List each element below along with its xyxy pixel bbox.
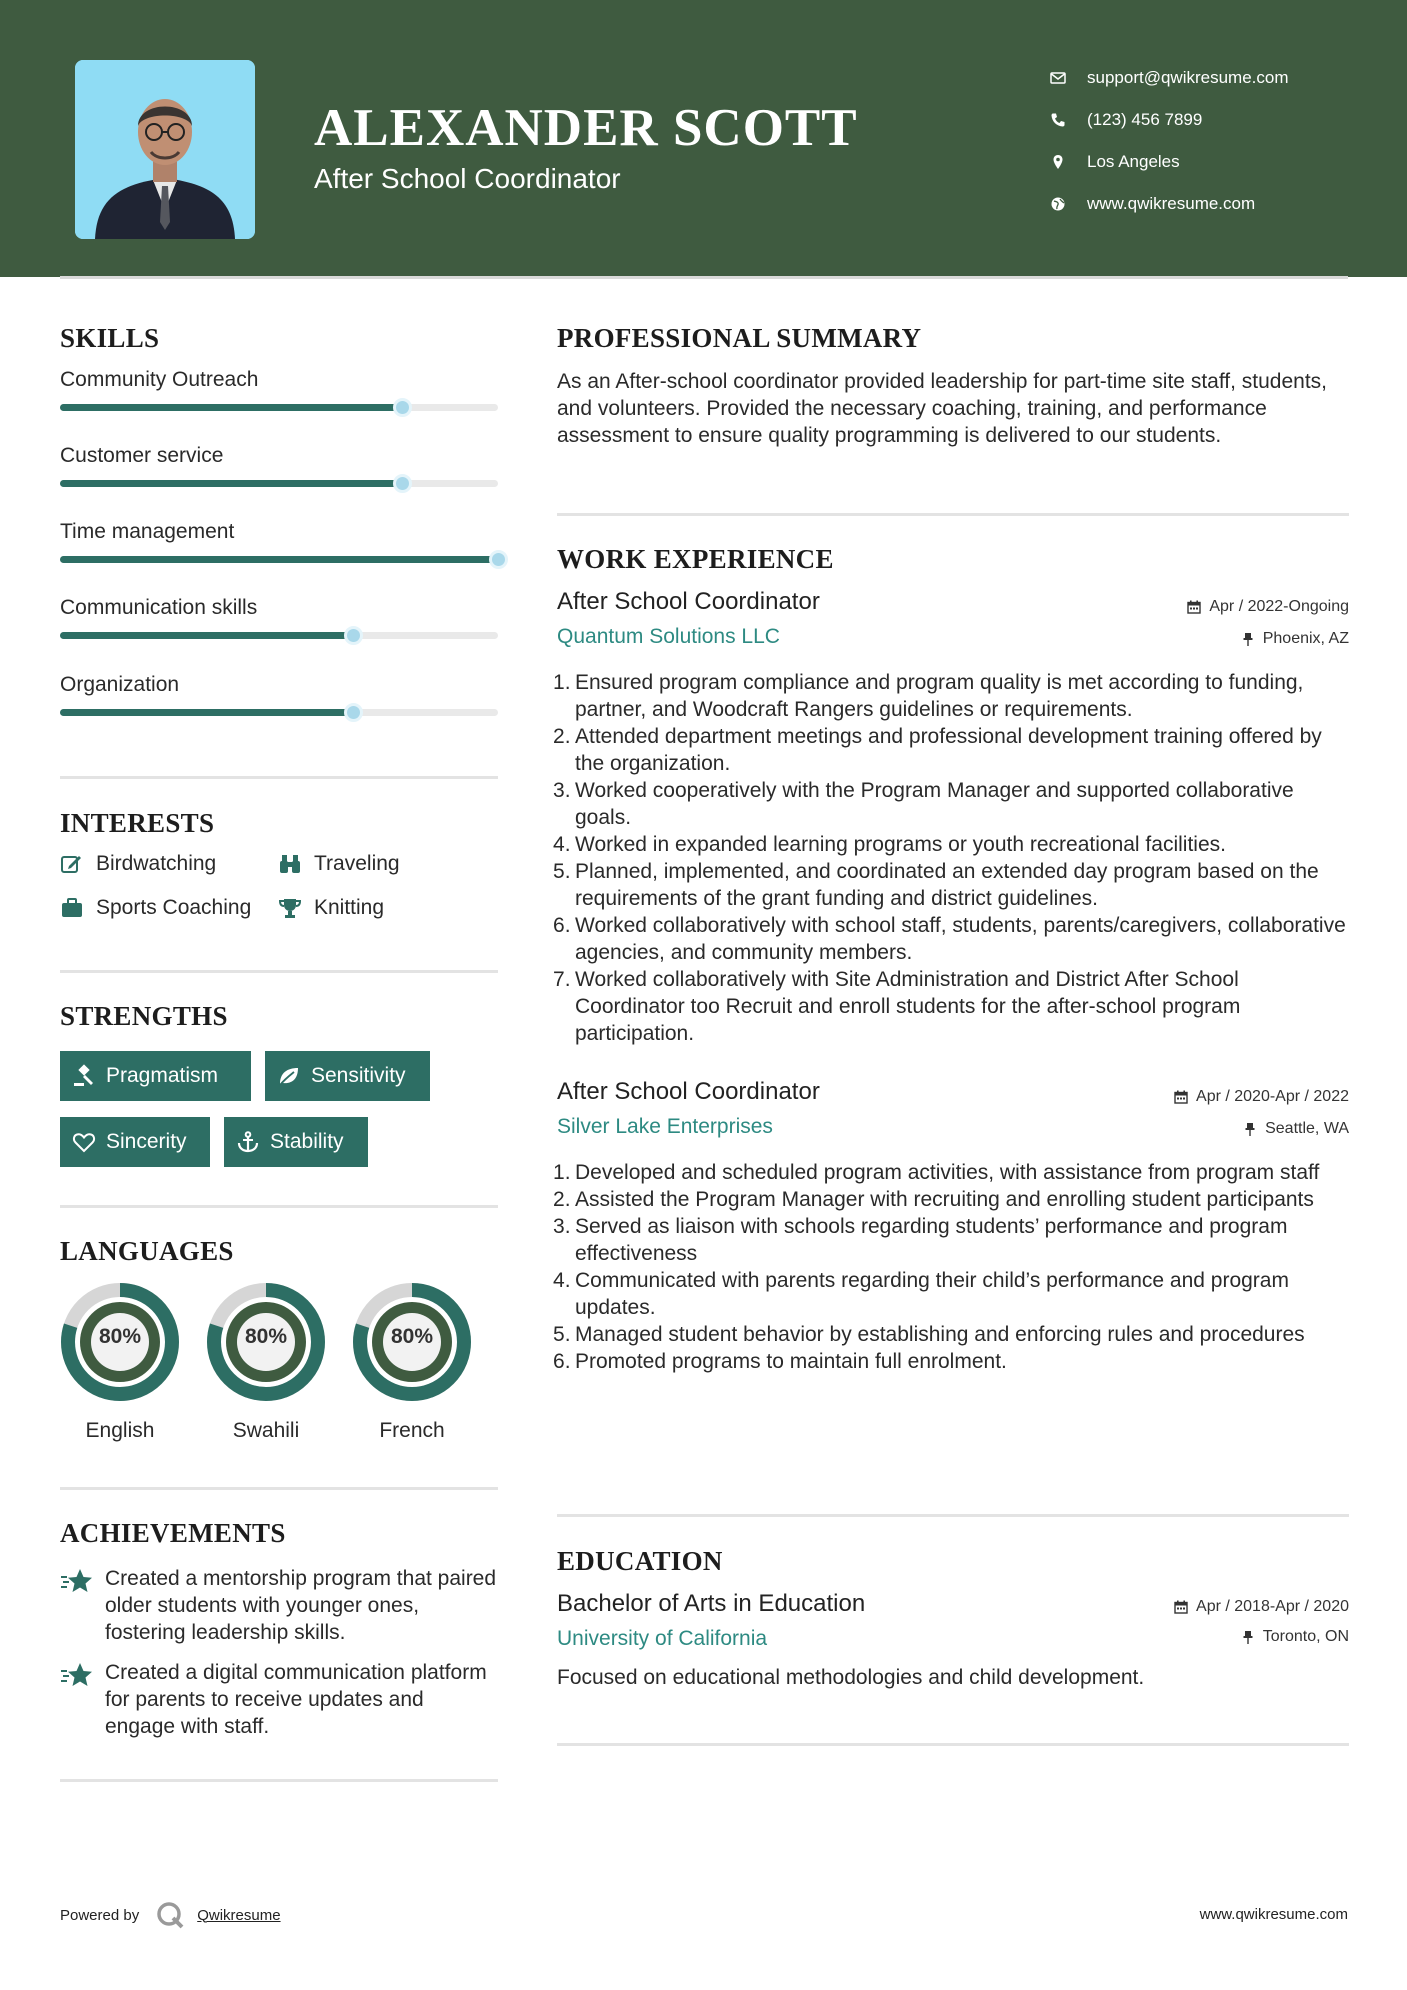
strength-tag	[60, 1051, 251, 1101]
interest-item	[278, 852, 400, 876]
phone-icon	[1050, 112, 1066, 128]
contact-email-text: support@qwikresume.com	[1087, 68, 1289, 87]
brand-link[interactable]: Qwikresume	[197, 1906, 281, 1924]
skill-bar-knob	[489, 550, 508, 569]
job-duty: Planned, implemented, and coordinated an extended day program based on the requirements of the grant funding and district guidelines.	[575, 860, 1319, 910]
skill-bar-fill	[60, 480, 402, 487]
interest-item	[60, 852, 216, 876]
skill-bar-knob	[344, 626, 363, 645]
summary-heading: PROFESSIONAL SUMMARY	[557, 323, 922, 353]
briefcase-icon	[60, 896, 84, 920]
job-duties-list	[557, 669, 1349, 1047]
contact-phone[interactable]	[1050, 99, 1289, 141]
job-duty: Worked cooperatively with the Program Manager and supported collaborative goals.	[575, 779, 1294, 829]
calendar-icon	[1187, 600, 1201, 614]
skill-bar-knob	[344, 703, 363, 722]
job-header	[557, 1078, 1349, 1138]
job-dates	[1187, 598, 1349, 616]
section-divider	[60, 970, 498, 973]
job-duty: Worked in expanded learning programs or youth recreational facilities.	[575, 833, 1226, 856]
achievement-item	[60, 1659, 498, 1740]
job-location	[1243, 1120, 1349, 1138]
education-degree: Bachelor of Arts in Education	[557, 1590, 866, 1617]
section-divider	[60, 1779, 498, 1782]
strength-label: Sincerity	[106, 1130, 187, 1153]
contact-list	[1050, 57, 1289, 225]
experience-heading: WORK EXPERIENCE	[557, 544, 834, 574]
interest-label: Knitting	[314, 896, 385, 919]
globe-icon	[1050, 196, 1066, 212]
job-company: Silver Lake Enterprises	[557, 1115, 773, 1138]
job-dates	[1174, 1088, 1349, 1106]
interest-item	[60, 896, 251, 920]
contact-location-text: Los Angeles	[1087, 152, 1180, 171]
section-divider	[60, 1487, 498, 1490]
section-divider	[557, 513, 1349, 516]
languages-heading: LANGUAGES	[60, 1236, 234, 1266]
job-duty: Ensured program compliance and program quality is met according to funding, partner, and Woodcraft Rangers guidelines or requirements.	[575, 671, 1304, 721]
skill-bar-fill	[60, 709, 353, 716]
education-heading: EDUCATION	[557, 1546, 723, 1576]
contact-phone-text: (123) 456 7899	[1087, 110, 1203, 129]
skill-item	[60, 444, 498, 468]
language-name: English	[85, 1419, 155, 1442]
skill-item	[60, 596, 498, 620]
strength-label: Pragmatism	[106, 1064, 219, 1087]
education-dates-text: Apr / 2018-Apr / 2020	[1196, 1598, 1349, 1615]
job-role: After School Coordinator	[557, 1078, 820, 1105]
interest-label: Traveling	[314, 852, 400, 875]
language-item	[351, 1281, 473, 1443]
job-duty: Assisted the Program Manager with recruiting and enrolling student participants	[575, 1188, 1314, 1211]
skill-label: Customer service	[60, 444, 224, 467]
job-dates-text: Apr / 2020-Apr / 2022	[1196, 1088, 1349, 1105]
contact-email[interactable]	[1050, 57, 1289, 99]
anchor-icon	[236, 1130, 260, 1154]
section-divider	[557, 1743, 1349, 1746]
education-location-text: Toronto, ON	[1262, 1628, 1349, 1645]
interest-label: Birdwatching	[96, 852, 217, 875]
map-marker-icon	[1050, 154, 1066, 170]
strength-tag	[60, 1117, 210, 1167]
skill-bar-fill	[60, 404, 402, 411]
job-duty: Promoted programs to maintain full enrolment.	[575, 1350, 1007, 1373]
calendar-icon	[1174, 1090, 1188, 1104]
job-role: After School Coordinator	[557, 588, 820, 615]
education-school: University of California	[557, 1627, 768, 1650]
heart-icon	[72, 1130, 96, 1154]
skill-bar-knob	[393, 474, 412, 493]
job-duty: Developed and scheduled program activities, with assistance from program staff	[575, 1161, 1320, 1184]
summary-text: As an After-school coordinator provided leadership for part-time site staff, students, and volunteers. Provided the necessary coaching, training, and performance assessment to ensure quality programming is delivered to our students.	[557, 370, 1328, 447]
language-item	[59, 1281, 181, 1443]
language-name: Swahili	[232, 1419, 300, 1442]
edit-icon	[60, 852, 84, 876]
interests-heading: INTERESTS	[60, 808, 215, 838]
section-divider	[60, 776, 498, 779]
strength-tag	[224, 1117, 368, 1167]
profile-photo-illustration	[75, 60, 255, 239]
strength-label: Stability	[270, 1130, 344, 1153]
contact-location	[1050, 141, 1289, 183]
skill-bar	[60, 556, 498, 563]
job-duty: Served as liaison with schools regarding students’ performance and program effectiveness	[575, 1215, 1288, 1265]
skill-label: Organization	[60, 673, 180, 696]
job-location	[1241, 630, 1349, 648]
strength-tag	[265, 1051, 430, 1101]
skill-bar	[60, 404, 498, 411]
achievement-text: Created a digital communication platform for parents to receive updates and engage with staff.	[105, 1661, 487, 1738]
interest-item	[278, 896, 384, 920]
language-item	[205, 1281, 327, 1443]
job-duty: Communicated with parents regarding their child’s performance and program updates.	[575, 1269, 1289, 1319]
contact-website-text: www.qwikresume.com	[1087, 194, 1256, 213]
contact-website[interactable]	[1050, 183, 1289, 225]
job-duty: Managed student behavior by establishing and enforcing rules and procedures	[575, 1323, 1305, 1346]
skill-item	[60, 368, 498, 392]
achievement-item	[60, 1565, 498, 1646]
star-icon	[60, 1661, 94, 1689]
footer-website[interactable]: www.qwikresume.com	[1199, 1906, 1348, 1923]
language-name: French	[379, 1419, 445, 1442]
skill-label: Communication skills	[60, 596, 258, 619]
job-dates-text: Apr / 2022-Ongoing	[1209, 598, 1349, 615]
skill-bar	[60, 709, 498, 716]
skill-bar-fill	[60, 556, 498, 563]
header-divider	[60, 276, 1348, 279]
skills-heading: SKILLS	[60, 323, 160, 353]
job-header	[557, 588, 1349, 648]
job-duty: Attended department meetings and professional development training offered by the organization.	[575, 725, 1322, 775]
interest-label: Sports Coaching	[96, 896, 252, 919]
skill-label: Community Outreach	[60, 368, 259, 391]
footer-powered-by	[60, 1900, 281, 1930]
language-percent: 80%	[390, 1325, 434, 1348]
skill-label: Time management	[60, 520, 235, 543]
job-duty: Worked collaboratively with Site Administration and District After School Coordinator too Recruit and enroll students for the after-school program participation.	[575, 968, 1241, 1045]
candidate-title: After School Coordinator	[314, 163, 621, 194]
section-divider	[557, 1514, 1349, 1517]
star-icon	[60, 1567, 94, 1595]
education-header	[557, 1590, 1349, 1650]
pin-icon	[1241, 632, 1255, 646]
job-company: Quantum Solutions LLC	[557, 625, 780, 648]
job-location-text: Seattle, WA	[1265, 1120, 1349, 1137]
trophy-icon	[278, 896, 302, 920]
envelope-icon	[1050, 70, 1066, 86]
strengths-heading: STRENGTHS	[60, 1001, 228, 1031]
skill-item	[60, 520, 498, 544]
pin-icon	[1243, 1122, 1257, 1136]
achievements-heading: ACHIEVEMENTS	[60, 1518, 286, 1548]
job-location-text: Phoenix, AZ	[1262, 630, 1349, 647]
calendar-icon	[1174, 1600, 1188, 1614]
leaf-icon	[277, 1064, 301, 1088]
job-duties-list	[557, 1159, 1349, 1375]
education-description: Focused on educational methodologies and child development.	[557, 1666, 1145, 1689]
language-percent: 80%	[98, 1325, 142, 1348]
skill-bar-fill	[60, 632, 353, 639]
strength-label: Sensitivity	[311, 1064, 406, 1087]
skill-bar	[60, 480, 498, 487]
qwikresume-logo-icon	[155, 1900, 185, 1930]
achievement-text: Created a mentorship program that paired older students with younger ones, fostering leadership skills.	[105, 1567, 497, 1644]
gavel-icon	[72, 1064, 96, 1088]
pin-icon	[1241, 1630, 1255, 1644]
skill-bar	[60, 632, 498, 639]
skill-bar-knob	[393, 398, 412, 417]
profile-photo	[75, 60, 255, 239]
skill-item	[60, 673, 498, 697]
job-duty: Worked collaboratively with school staff, students, parents/caregivers, collaborative agencies, and community members.	[575, 914, 1346, 964]
education-dates	[1174, 1598, 1349, 1616]
section-divider	[60, 1205, 498, 1208]
resume-header	[0, 0, 1407, 277]
language-percent: 80%	[244, 1325, 288, 1348]
education-location	[1241, 1628, 1349, 1646]
powered-by-label: Powered by	[60, 1906, 140, 1924]
candidate-name: ALEXANDER SCOTT	[314, 99, 858, 157]
binoculars-icon	[278, 852, 302, 876]
